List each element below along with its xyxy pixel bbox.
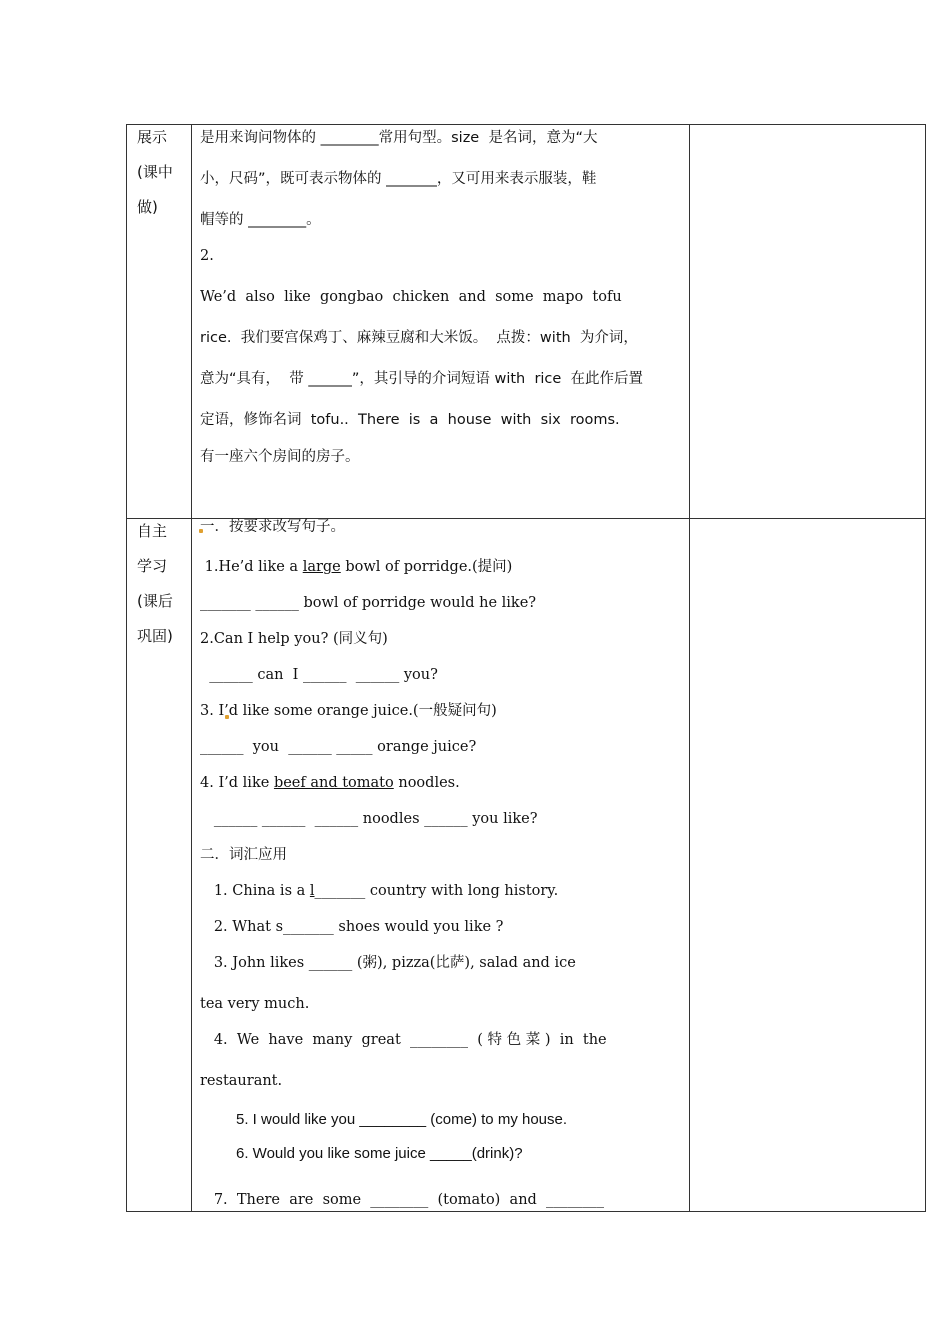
label-line: (课中	[137, 163, 173, 181]
explanation-line: 帽等的 ________。	[200, 212, 321, 228]
question-text: 1.He’d like a	[200, 559, 303, 575]
vocab-1	[200, 881, 558, 901]
table-top-border	[126, 124, 926, 125]
explanation-line: 是用来询问物体的 ________常用句型。size 是名词，意为“大	[200, 130, 598, 146]
label-line: 巩固)	[137, 627, 173, 645]
explanation-line: 小，尺码”，既可表示物体的 _______，又可用来表示服装，鞋	[200, 171, 597, 187]
section-label-in-class	[137, 120, 187, 225]
question-2: 2.Can I help you? (同义句)	[200, 631, 388, 647]
table-left-border	[126, 124, 127, 1212]
question-4	[200, 773, 460, 793]
explanation-line: 定语，修饰名词 tofu.. There is a house with six rooms.	[200, 412, 620, 428]
question-3: 3. I’d like some orange juice.(一般疑问句)	[200, 703, 497, 719]
initial-letter: l	[309, 883, 315, 899]
label-line: (课后	[137, 592, 173, 610]
vocab-3: 3. John likes ______ (粥), pizza(比萨), salad and ice	[200, 955, 576, 971]
label-line: 做)	[137, 198, 158, 216]
table-column-divider-1	[191, 124, 192, 1212]
vocab-2: 2. What s_______ shoes would you like ?	[200, 919, 504, 935]
underlined-word: large	[302, 559, 341, 575]
answer-line-2: ______ can I ______ ______ you?	[200, 667, 438, 683]
label-line: 展示	[137, 128, 168, 146]
answer-line-3: ______ you ______ _____ orange juice?	[200, 739, 477, 755]
table-right-border	[925, 124, 926, 1212]
vocab-5: 5. I would like you ________ (come) to my house.	[236, 1111, 568, 1128]
translation-line: 有一座六个房间的房子。	[200, 449, 360, 465]
label-line: 自主	[137, 522, 168, 540]
question-text: 4. I’d like	[200, 775, 274, 791]
table-bottom-border	[126, 1211, 926, 1212]
question-text: _______ country with long history.	[314, 883, 559, 899]
label-line: 学习	[137, 557, 168, 575]
vocab-6: 6. Would you like some juice _____(drink)?	[236, 1145, 523, 1162]
vocab-4: 4. We have many great ________ ( 特 色 菜 ) in the	[200, 1032, 607, 1048]
question-text: noodles.	[393, 775, 460, 791]
table-column-divider-2	[689, 124, 690, 1212]
question-text: 1. China is a	[200, 883, 310, 899]
question-text: bowl of porridge.(提问)	[340, 559, 513, 575]
answer-line-1: _______ ______ bowl of porridge would he like?	[200, 595, 537, 611]
section-label-after-class	[137, 514, 187, 654]
explanation-line: 意为“具有， 带 ______”，其引导的介词短语 with rice 在此作后置	[200, 371, 644, 387]
vocab-4-cont: restaurant.	[200, 1073, 283, 1089]
vocab-7: 7. There are some ________ (tomato) and ________	[200, 1192, 605, 1208]
vocab-3-cont: tea very much.	[200, 996, 310, 1012]
underlined-phrase: beef and tomato	[273, 775, 394, 791]
question-1	[200, 557, 512, 577]
part1-title: 一．按要求改写句子。	[200, 519, 345, 535]
explanation-line: rice. 我们要宫保鸡丁、麻辣豆腐和大米饭。 点拨：with 为介词，	[200, 330, 638, 346]
part2-title: 二．词汇应用	[200, 847, 287, 863]
point-number: 2.	[200, 248, 214, 264]
example-sentence: We’d also like gongbao chicken and some mapo tofu	[200, 289, 622, 305]
answer-line-4: ______ ______ ______ noodles ______ you like?	[200, 811, 538, 827]
